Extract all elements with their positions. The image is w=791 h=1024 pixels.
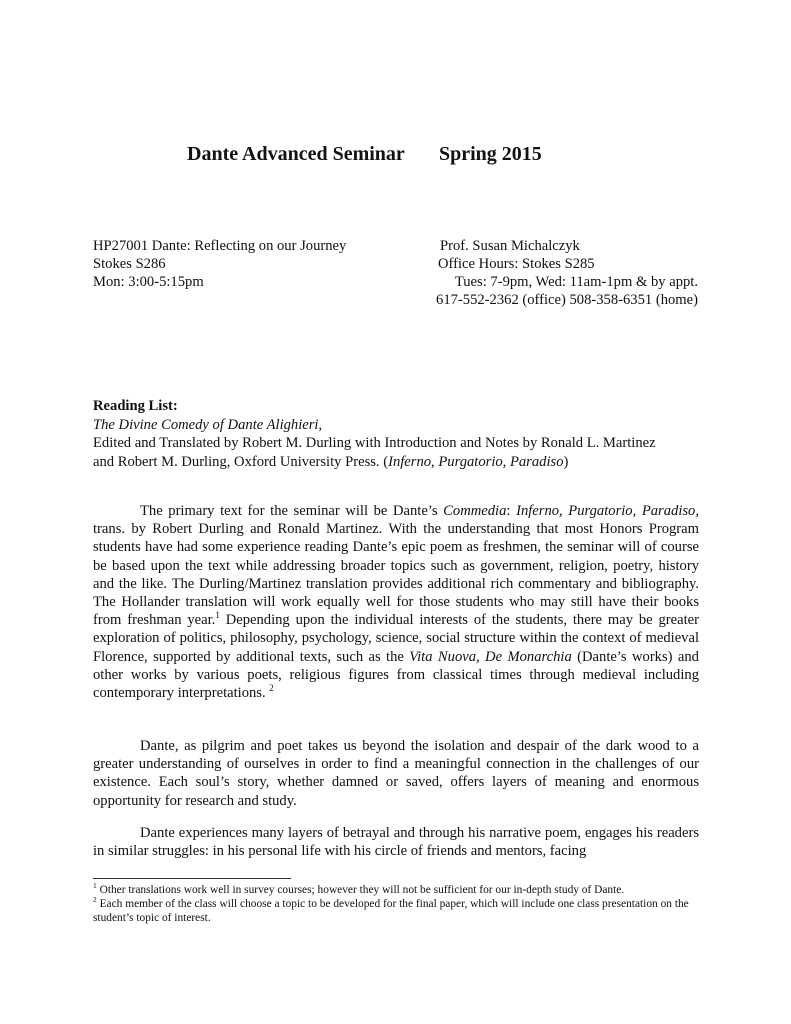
course-room: Stokes S286 <box>93 256 166 272</box>
p1-italic-works: Vita Nuova, De Monarchia <box>409 648 572 665</box>
footnote-2-number: 2 <box>93 895 97 905</box>
reading-list-label: Reading List: <box>93 398 178 414</box>
office-hours-detail: Tues: 7-9pm, Wed: 11am-1pm & by appt. <box>454 274 698 290</box>
p1-text-e: trans. by Robert Durling and Ronald Martinez. With the understanding that most Honors Program students have had some experience reading Dante’s epic poem as freshmen, the seminar will of course be based upon the text while addressing broader topics such as government, religion, poetry, history and the like. The Durling/Martinez translation provides additional rich commentary and bibliography. The Hollander translation will work equally well for those students who may still have their books from freshman year. <box>93 521 699 629</box>
footnote-1-text: Other translations work well in survey courses; however they will not be sufficient for our in-depth study of Dante. <box>96 884 625 896</box>
book-title: The Divine Comedy of Dante Alighieri <box>93 416 319 433</box>
p1-text-a: The primary text for the seminar will be Dante’s <box>140 503 444 519</box>
seminar-title: Dante Advanced Seminar <box>187 143 405 165</box>
footnotes <box>93 883 713 926</box>
p1-text-c: : <box>506 503 517 519</box>
p1-text-f: Depending upon the individual interests of the students, there may be greater exploration of politics, philosophy, psychology, science, social structure within the context of medieval Florence, supported by additional texts, such as the <box>93 612 700 665</box>
publisher-italic: Inferno, Purgatorio, Paradiso <box>388 453 564 470</box>
p1-text-h: (Dante’s works) and other works by various poets, religious figures from classical times through medieval including contemporary interpretations. <box>93 648 699 702</box>
footnote-2-text: Each member of the class will choose a topic to be developed for the final paper, which will include one class presentation on the student’s topic of interest. <box>93 898 689 925</box>
phone-numbers: 617-552-2362 (office) 508-358-6351 (home) <box>436 292 698 308</box>
paragraph-betrayal: Dante experiences many layers of betrayal and through his narrative poem, engages his readers in similar struggles: in his personal life with his circle of friends and mentors, facing <box>93 825 699 860</box>
book-title-suffix: , <box>318 416 323 433</box>
footnote-1-number: 1 <box>93 881 97 891</box>
reading-list <box>93 397 703 471</box>
publisher-text: and Robert M. Durling, Oxford University Press. ( <box>93 453 389 470</box>
paragraph-primary-text <box>93 502 699 702</box>
book-title-line <box>93 416 703 435</box>
professor-name: Prof. Susan Michalczyk <box>440 238 580 254</box>
footnote-2 <box>93 897 713 925</box>
paragraph-pilgrim: Dante, as pilgrim and poet takes us beyond the isolation and despair of the dark wood to a greater understanding of ourselves in order to find a meaningful connection in the challenges of our existence. Each soul’s story, whether damned or saved, offers layers of meaning and enormous opportunity for research and study. <box>93 738 699 809</box>
publisher-line <box>93 453 703 472</box>
seminar-term: Spring 2015 <box>439 143 542 165</box>
p1-italic-titles: Inferno, Purgatorio, Paradiso, <box>516 503 700 519</box>
footnote-divider <box>93 878 291 879</box>
publisher-close: ) <box>563 453 569 470</box>
course-time: Mon: 3:00-5:15pm <box>93 274 204 290</box>
course-name: HP27001 Dante: Reflecting on our Journey <box>93 238 347 254</box>
footnote-1 <box>93 883 713 897</box>
p1-italic-commedia: Commedia <box>443 503 507 519</box>
office-hours: Office Hours: Stokes S285 <box>438 256 595 272</box>
footnote-ref-1: 1 <box>215 610 220 621</box>
edition-line: Edited and Translated by Robert M. Durling with Introduction and Notes by Ronald L. Martinez <box>93 435 656 451</box>
footnote-ref-2: 2 <box>269 683 274 694</box>
